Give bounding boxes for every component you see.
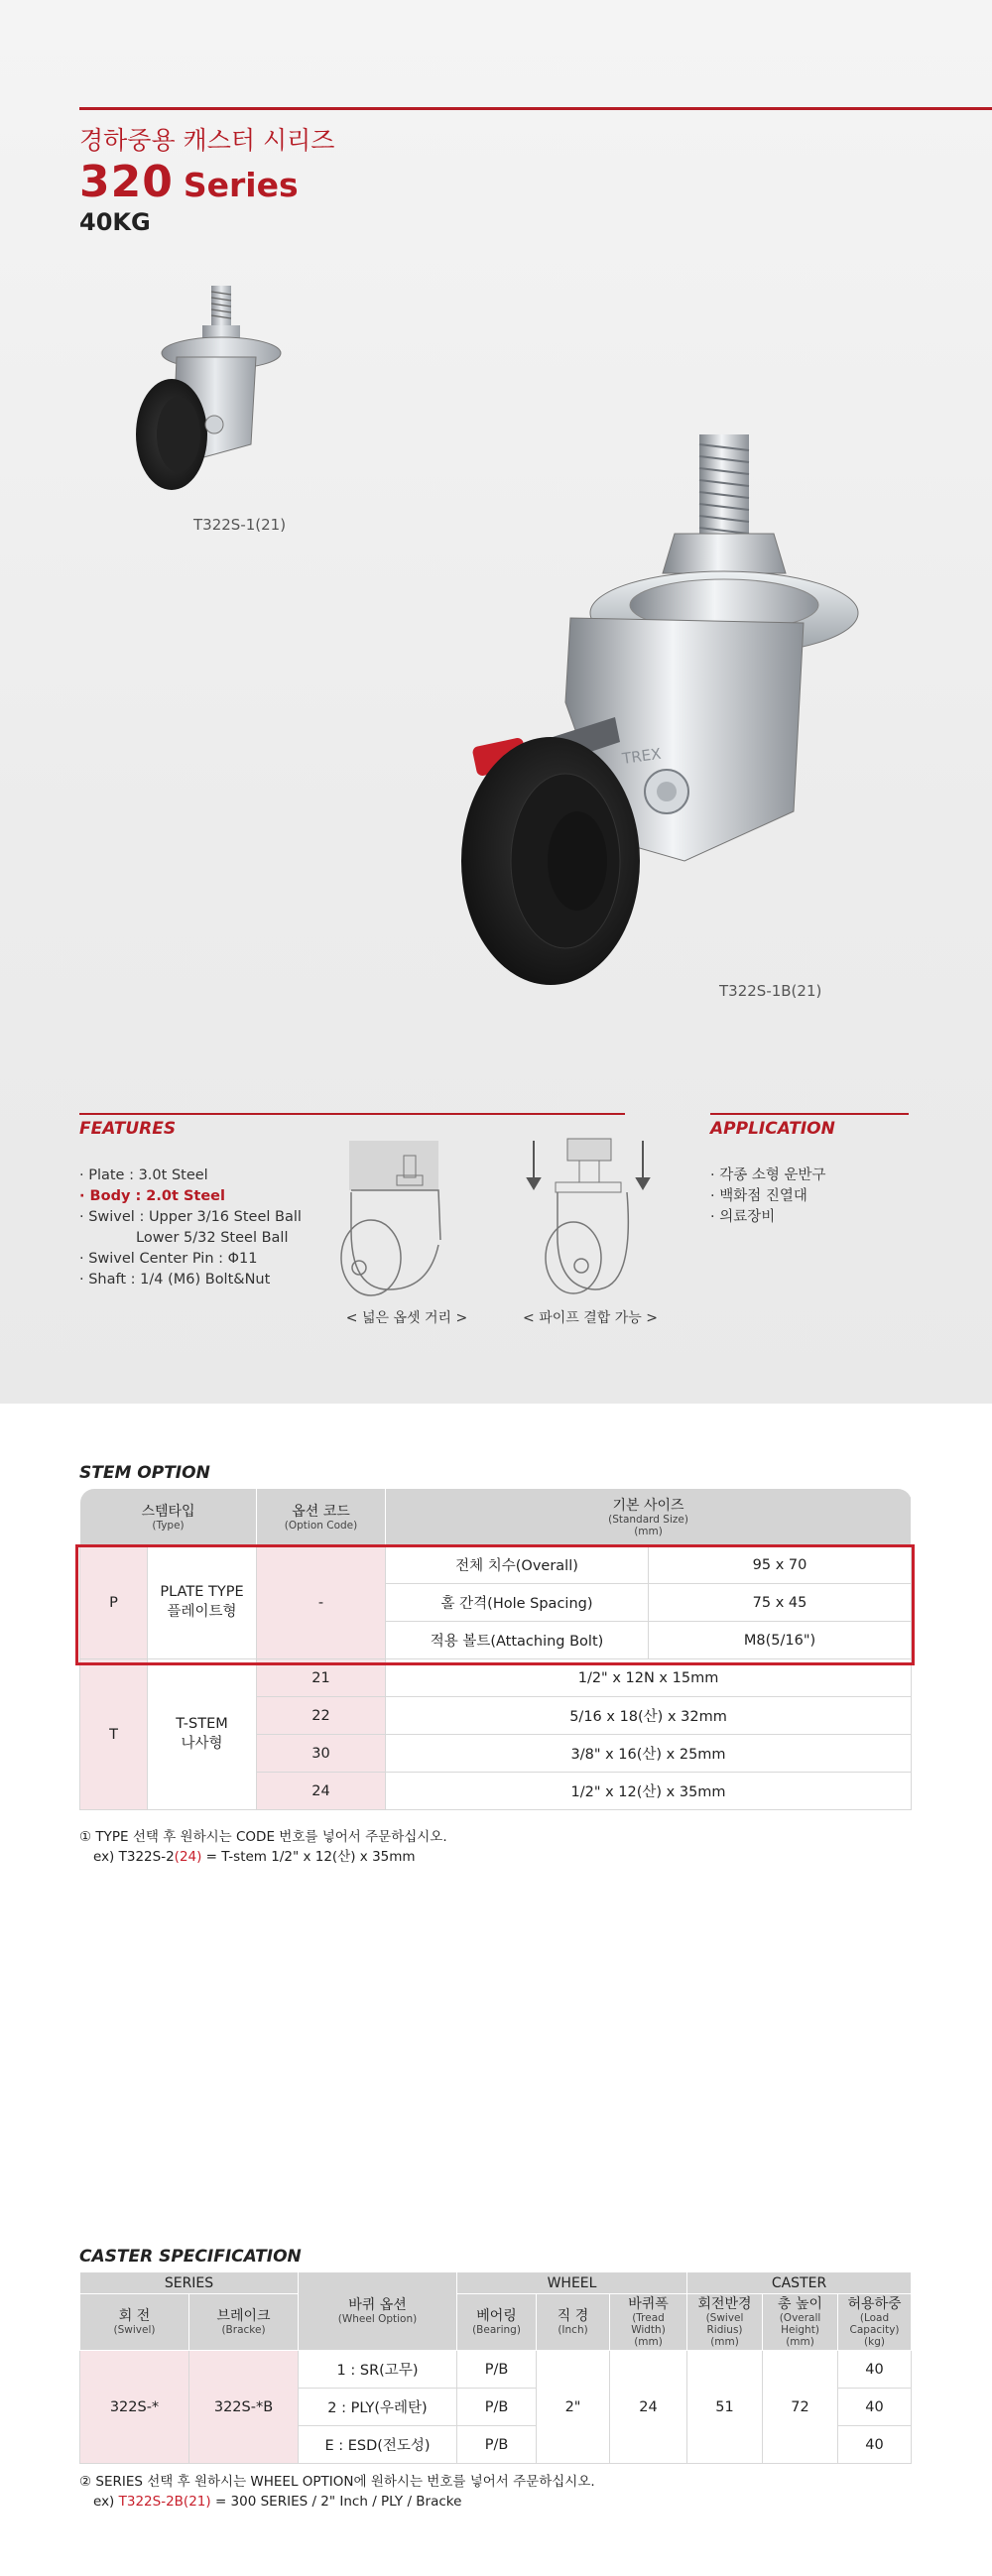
load-header: 허용하중 (Load Capacity) (kg)	[838, 2294, 912, 2351]
feature-item: · Plate : 3.0t Steel	[79, 1167, 208, 1183]
application-heading: APPLICATION	[710, 1119, 835, 1139]
caster-group-header: CASTER	[687, 2272, 912, 2294]
brand-mark: TREX	[621, 744, 663, 768]
bearing-value: P/B	[457, 2426, 537, 2464]
feature-item: · Swivel : Upper 3/16 Steel Ball	[79, 1209, 302, 1225]
bearing-header: 베어링 (Bearing)	[457, 2294, 537, 2351]
tstem-option-code: 30	[257, 1735, 386, 1773]
stem-option-note	[79, 1827, 447, 1867]
wheel-option: E : ESD(전도성)	[299, 2426, 457, 2464]
feature-item-highlight: · Body : 2.0t Steel	[79, 1188, 225, 1204]
bearing-value: P/B	[457, 2389, 537, 2426]
note-example: ex) T322S-2B(21) = 300 SERIES / 2" Inch / PLY / Bracke	[93, 2494, 462, 2510]
stem-option-title: STEM OPTION	[79, 1463, 210, 1483]
tstem-type-code: T	[80, 1659, 148, 1810]
tread-value: 24	[610, 2351, 687, 2464]
table-row	[80, 1546, 912, 1584]
pipe-diagram	[516, 1131, 675, 1299]
tstem-size: 3/8" x 16(산) x 25mm	[386, 1735, 912, 1773]
series-word: Series	[183, 166, 299, 204]
plate-spec-value: 75 x 45	[649, 1584, 912, 1622]
tstem-size: 1/2" x 12(산) x 35mm	[386, 1773, 912, 1810]
plate-type-name: PLATE TYPE 플레이트형	[148, 1546, 257, 1659]
application-list	[710, 1165, 826, 1228]
caster-large-image	[357, 434, 913, 990]
series-subtitle: 경하중용 캐스터 시리즈	[79, 126, 335, 155]
wheel-option-header: 바퀴 옵션 (Wheel Option)	[299, 2272, 457, 2351]
note-line: ② SERIES 선택 후 원하시는 WHEEL OPTION에 원하시는 번호를 넣어서 주문하십시오.	[79, 2474, 595, 2490]
height-value: 72	[763, 2351, 838, 2464]
wheel-option: 1 : SR(고무)	[299, 2351, 457, 2389]
features-rule	[79, 1113, 625, 1115]
load-value: 40	[838, 2426, 912, 2464]
stem-code-header: 옵션 코드 (Option Code)	[257, 1489, 386, 1546]
application-item: · 의료장비	[710, 1209, 776, 1225]
bracke-header: 브레이크 (Bracke)	[189, 2294, 299, 2351]
stem-size-header: 기본 사이즈 (Standard Size) (mm)	[386, 1489, 912, 1546]
pipe-caption: < 파이프 결합 가능 >	[523, 1310, 658, 1326]
note-example: ex) T322S-2(24) = T-stem 1/2" x 12(산) x 35mm	[93, 1849, 416, 1865]
caster-spec-note	[79, 2472, 595, 2512]
series-number: 320	[79, 157, 174, 207]
application-item: · 각종 소형 운반구	[710, 1167, 826, 1183]
features-heading: FEATURES	[79, 1119, 177, 1139]
tstem-size: 5/16 x 18(산) x 32mm	[386, 1697, 912, 1735]
table-row	[80, 2351, 912, 2389]
feature-item: Lower 5/32 Steel Ball	[136, 1230, 289, 1246]
title-rule	[79, 107, 992, 110]
note-line: ① TYPE 선택 후 원하시는 CODE 번호를 넣어서 주문하십시오.	[79, 1829, 447, 1845]
caster-small-caption: T322S-1(21)	[193, 516, 287, 534]
plate-spec-label: 홀 간격(Hole Spacing)	[386, 1584, 649, 1622]
features-list	[79, 1165, 302, 1290]
swivel-radius-header: 회전반경 (Swivel Ridius) (mm)	[687, 2294, 763, 2351]
plate-option-code: -	[257, 1546, 386, 1659]
load-value: 40	[838, 2389, 912, 2426]
plate-spec-value: 95 x 70	[649, 1546, 912, 1584]
tstem-type-name: T-STEM 나사형	[148, 1659, 257, 1810]
load-value: 40	[838, 2351, 912, 2389]
offset-caption: < 넓은 옵셋 거리 >	[345, 1310, 468, 1326]
stem-type-header: 스템타입 (Type)	[80, 1489, 257, 1546]
table-row	[80, 1659, 912, 1697]
diameter-value: 2"	[537, 2351, 610, 2464]
bearing-value: P/B	[457, 2351, 537, 2389]
offset-diagram	[329, 1131, 488, 1299]
swivel-model: 322S-*	[80, 2351, 189, 2464]
caster-spec-title: CASTER SPECIFICATION	[79, 2247, 302, 2267]
tstem-option-code: 21	[257, 1659, 386, 1697]
application-item: · 백화점 진열대	[710, 1188, 807, 1204]
tread-header: 바퀴폭 (Tread Width) (mm)	[610, 2294, 687, 2351]
feature-item: · Shaft : 1/4 (M6) Bolt&Nut	[79, 1272, 271, 1288]
wheel-option: 2 : PLY(우레탄)	[299, 2389, 457, 2426]
feature-item: · Swivel Center Pin : Φ11	[79, 1251, 258, 1267]
caster-spec-table	[79, 2271, 912, 2464]
series-group-header: SERIES	[80, 2272, 299, 2294]
swivel-radius-value: 51	[687, 2351, 763, 2464]
caster-large-caption: T322S-1B(21)	[719, 982, 822, 1000]
plate-spec-value: M8(5/16")	[649, 1622, 912, 1659]
caster-small-image	[87, 286, 325, 514]
series-load: 40KG	[79, 208, 151, 236]
bracke-model: 322S-*B	[189, 2351, 299, 2464]
application-rule	[710, 1113, 909, 1115]
series-title	[79, 157, 299, 207]
tstem-option-code: 22	[257, 1697, 386, 1735]
tstem-size: 1/2" x 12N x 15mm	[386, 1659, 912, 1697]
tstem-option-code: 24	[257, 1773, 386, 1810]
diameter-header: 직 경 (Inch)	[537, 2294, 610, 2351]
plate-type-code: P	[80, 1546, 148, 1659]
plate-spec-label: 적용 볼트(Attaching Bolt)	[386, 1622, 649, 1659]
swivel-header: 회 전 (Swivel)	[80, 2294, 189, 2351]
stem-option-table	[79, 1488, 912, 1810]
plate-spec-label: 전체 치수(Overall)	[386, 1546, 649, 1584]
wheel-group-header: WHEEL	[457, 2272, 687, 2294]
height-header: 총 높이 (Overall Height) (mm)	[763, 2294, 838, 2351]
